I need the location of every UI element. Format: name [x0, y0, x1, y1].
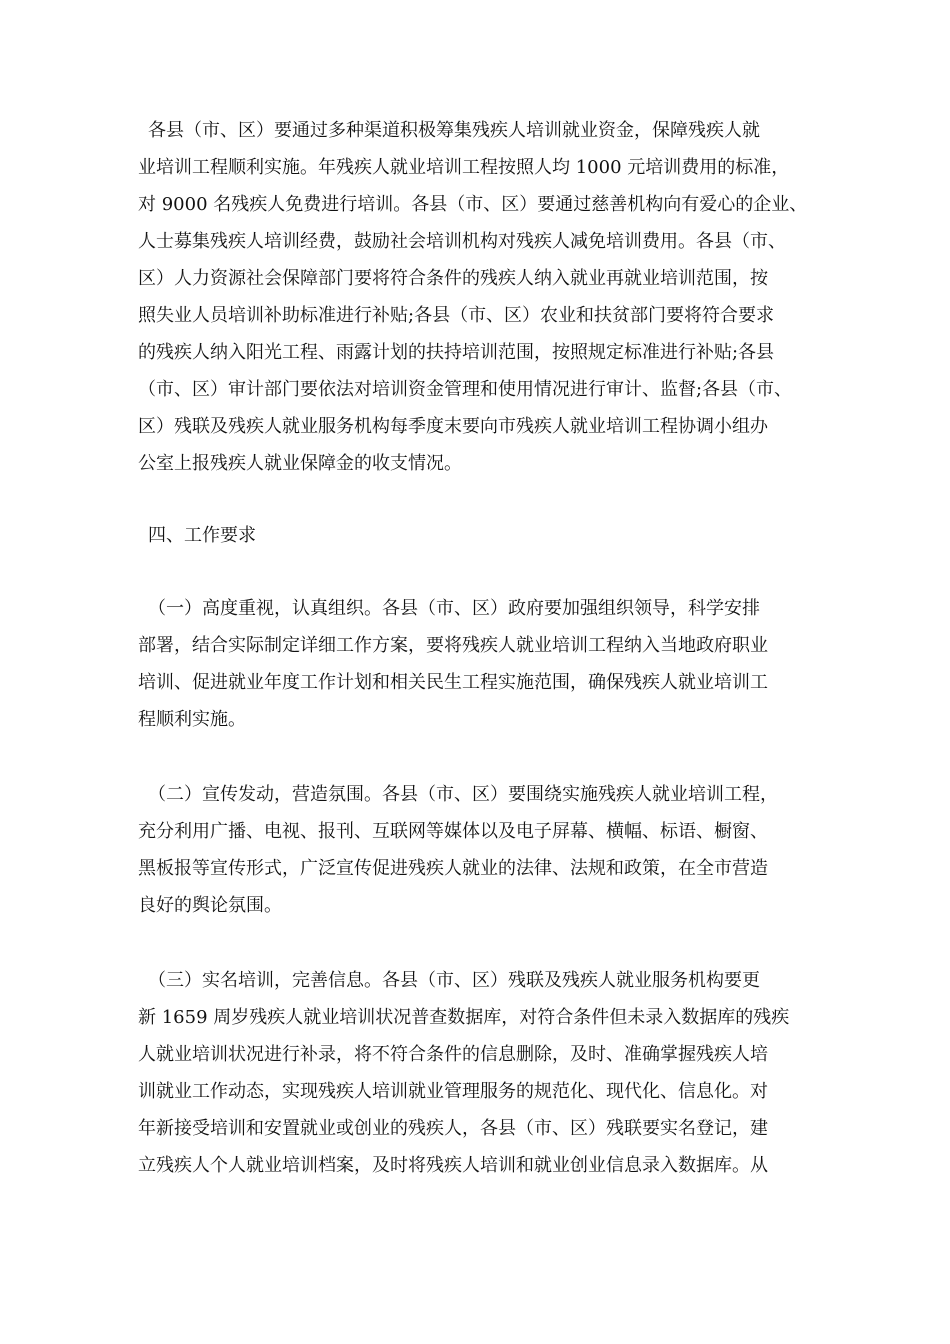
paragraph-line: （三）实名培训，完善信息。各县（市、区）残联及残疾人就业服务机构要更: [148, 970, 760, 991]
paragraph-line: 立残疾人个人就业培训档案，及时将残疾人培训和就业创业信息录入数据库。从: [138, 1155, 768, 1176]
paragraph-line: 人士募集残疾人培训经费，鼓励社会培训机构对残疾人减免培训费用。各县（市、: [138, 231, 786, 252]
paragraph-line: 充分利用广播、电视、报刊、互联网等媒体以及电子屏幕、横幅、标语、橱窗、: [138, 821, 768, 842]
paragraph-line: 训就业工作动态，实现残疾人培训就业管理服务的规范化、现代化、信息化。对: [138, 1081, 768, 1102]
paragraph-line: 区）人力资源社会保障部门要将符合条件的残疾人纳入就业再就业培训范围，按: [138, 268, 768, 289]
paragraph-line: 公室上报残疾人就业保障金的收支情况。: [138, 453, 462, 474]
paragraph-line: 业培训工程顺利实施。年残疾人就业培训工程按照人均 1000 元培训费用的标准，: [138, 157, 790, 178]
paragraph-line: 良好的舆论氛围。: [138, 895, 282, 916]
paragraph-line: 的残疾人纳入阳光工程、雨露计划的扶持培训范围，按照规定标准进行补贴;各县: [138, 342, 775, 363]
paragraph-funding: [138, 112, 828, 482]
paragraph-line: （一）高度重视，认真组织。各县（市、区）政府要加强组织领导，科学安排: [148, 598, 760, 619]
paragraph-registration: [138, 962, 828, 1184]
paragraph-line: 新 1659 周岁残疾人就业培训状况普查数据库，对符合条件但未录入数据库的残疾: [138, 1007, 790, 1028]
paragraph-publicity: [138, 776, 828, 924]
paragraph-line: 程顺利实施。: [138, 709, 246, 730]
paragraph-line: 照失业人员培训补助标准进行补贴;各县（市、区）农业和扶贫部门要将符合要求: [138, 305, 775, 326]
paragraph-line: 人就业培训状况进行补录，将不符合条件的信息删除，及时、准确掌握残疾人培: [138, 1044, 768, 1065]
paragraph-line: 对 9000 名残疾人免费进行培训。各县（市、区）要通过慈善机构向有爱心的企业、: [138, 194, 808, 215]
paragraph-line: 各县（市、区）要通过多种渠道积极筹集残疾人培训就业资金，保障残疾人就: [148, 120, 760, 141]
paragraph-line: （二）宣传发动，营造氛围。各县（市、区）要围绕实施残疾人就业培训工程，: [148, 784, 778, 805]
paragraph-line: 年新接受培训和安置就业或创业的残疾人，各县（市、区）残联要实名登记，建: [138, 1118, 768, 1139]
section-heading-block: [138, 517, 828, 554]
paragraph-organization: [138, 590, 828, 738]
section-heading: 四、工作要求: [148, 525, 256, 546]
paragraph-line: 部署，结合实际制定详细工作方案，要将残疾人就业培训工程纳入当地政府职业: [138, 635, 768, 656]
paragraph-line: （市、区）审计部门要依法对培训资金管理和使用情况进行审计、监督;各县（市、: [138, 379, 793, 400]
paragraph-line: 黑板报等宣传形式，广泛宣传促进残疾人就业的法律、法规和政策，在全市营造: [138, 858, 768, 879]
paragraph-line: 区）残联及残疾人就业服务机构每季度末要向市残疾人就业培训工程协调小组办: [138, 416, 768, 437]
paragraph-line: 培训、促进就业年度工作计划和相关民生工程实施范围，确保残疾人就业培训工: [138, 672, 768, 693]
